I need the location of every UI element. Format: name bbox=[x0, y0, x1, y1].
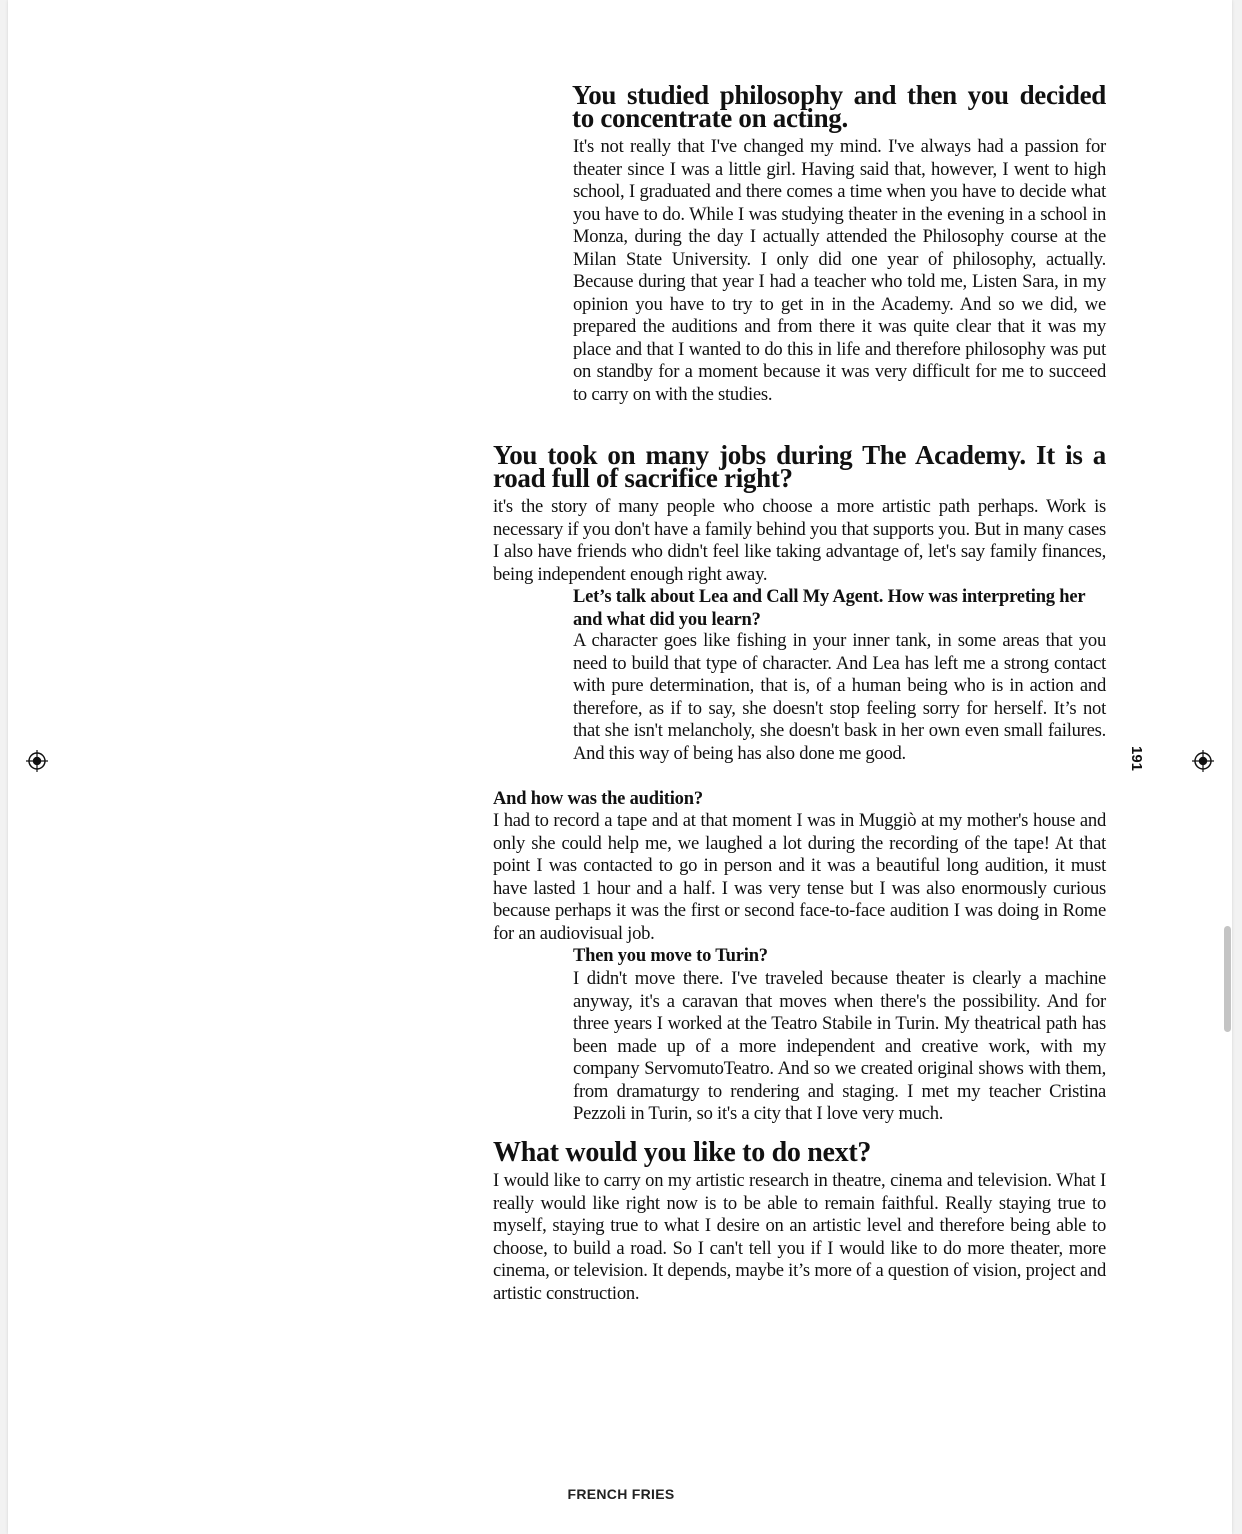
question-heading: You studied philosophy and then you decided to concentrate on acting. bbox=[572, 80, 1106, 133]
answer-turin bbox=[573, 968, 1106, 1126]
footer-title: FRENCH FRIES bbox=[567, 1486, 675, 1502]
answer-lea bbox=[573, 630, 1106, 765]
question-heading: What would you like to do next? bbox=[493, 1137, 872, 1168]
question-heading: Let’s talk about Lea and Call My Agent. How was interpreting her and what did you learn? bbox=[573, 587, 1086, 630]
question-audition bbox=[493, 788, 1106, 811]
answer-philosophy bbox=[573, 136, 1106, 406]
answer-academy bbox=[493, 496, 1106, 586]
question-philosophy bbox=[572, 80, 1106, 133]
question-academy bbox=[493, 440, 1106, 493]
answer-text: It's not really that I've changed my mind. I've always had a passion for theater since I was a little girl. Having said that, however, I went to high school, I graduated and there comes a time when you have to decide what you have to do. While I was studying theater in the evening in a school in Monza, during the day I actually attended the Philosophy course at the Milan State University. I only did one year of philosophy, actually. Because during that year I had a teacher who told me, Listen Sara, in my opinion you have to try to get in in the Academy. And so we did, we prepared the auditions and from there it was quite clear that it was my place and that I wanted to do this in life and therefore philosophy was put on standby for a moment because it was very difficult for me to succeed to carry on with the studies. bbox=[573, 136, 1106, 405]
question-heading: And how was the audition? bbox=[493, 789, 703, 809]
question-lea bbox=[573, 586, 1106, 631]
page-number: 191 bbox=[1128, 745, 1146, 772]
registration-mark-icon bbox=[26, 750, 48, 772]
scrollbar-thumb[interactable] bbox=[1224, 926, 1231, 1032]
registration-mark-icon bbox=[1192, 750, 1214, 772]
answer-text: A character goes like fishing in your inner tank, in some areas that you need to build that type of character. And Lea has left me a strong contact with pure determination, that is, of a human being who is in action and therefore, as if to say, she doesn't stop feeling sorry for herself. It’s not that she isn't melancholy, she doesn't bask in her own even small failures. And this way of being has also done me good. bbox=[573, 630, 1106, 764]
question-heading: You took on many jobs during The Academy. It is a road full of sacrifice right? bbox=[493, 440, 1106, 493]
answer-text: it's the story of many people who choose a more artistic path perhaps. Work is necessary if you don't have a family behind you that supports you. But in many cases I also have friends who didn't feel like taking advantage of, let's say family finances, being independent enough right away. bbox=[493, 496, 1106, 585]
answer-audition bbox=[493, 810, 1106, 945]
answer-text: I would like to carry on my artistic research in theatre, cinema and television. What I really would like right now is to be able to remain faithful. Really staying true to myself, staying true to what I desire on an artistic level and therefore being able to choose, to build a road. So I can't tell you if I would like to do more theater, more cinema, or television. It depends, maybe it’s more of a question of vision, project and artistic construction. bbox=[493, 1170, 1106, 1304]
answer-text: I didn't move there. I've traveled because theater is clearly a machine anyway, it's a caravan that moves when there's the possibility. And for three years I worked at the Teatro Stabile in Turin. My theatrical path has been made up of a more independent and creative work, with my company ServomutoTeatro. And so we created original shows with them, from dramaturgy to rendering and staging. I met my teacher Cristina Pezzoli in Turin, so it's a city that I love very much. bbox=[573, 968, 1106, 1124]
question-turin bbox=[573, 945, 1106, 968]
answer-next bbox=[493, 1170, 1106, 1305]
magazine-page bbox=[8, 0, 1232, 1534]
question-heading: Then you move to Turin? bbox=[573, 946, 768, 966]
answer-text: I had to record a tape and at that moment I was in Muggiò at my mother's house and only she could help me, we laughed a lot during the recording of the tape! At that point I was contacted to go in person and it was a beautiful long audition, it must have lasted 1 hour and a half. I was very tense but I was also enormously curious because perhaps it was the first or second face-to-face audition I was doing in Rome for an audiovisual job. bbox=[493, 810, 1106, 944]
question-next bbox=[493, 1138, 1106, 1168]
